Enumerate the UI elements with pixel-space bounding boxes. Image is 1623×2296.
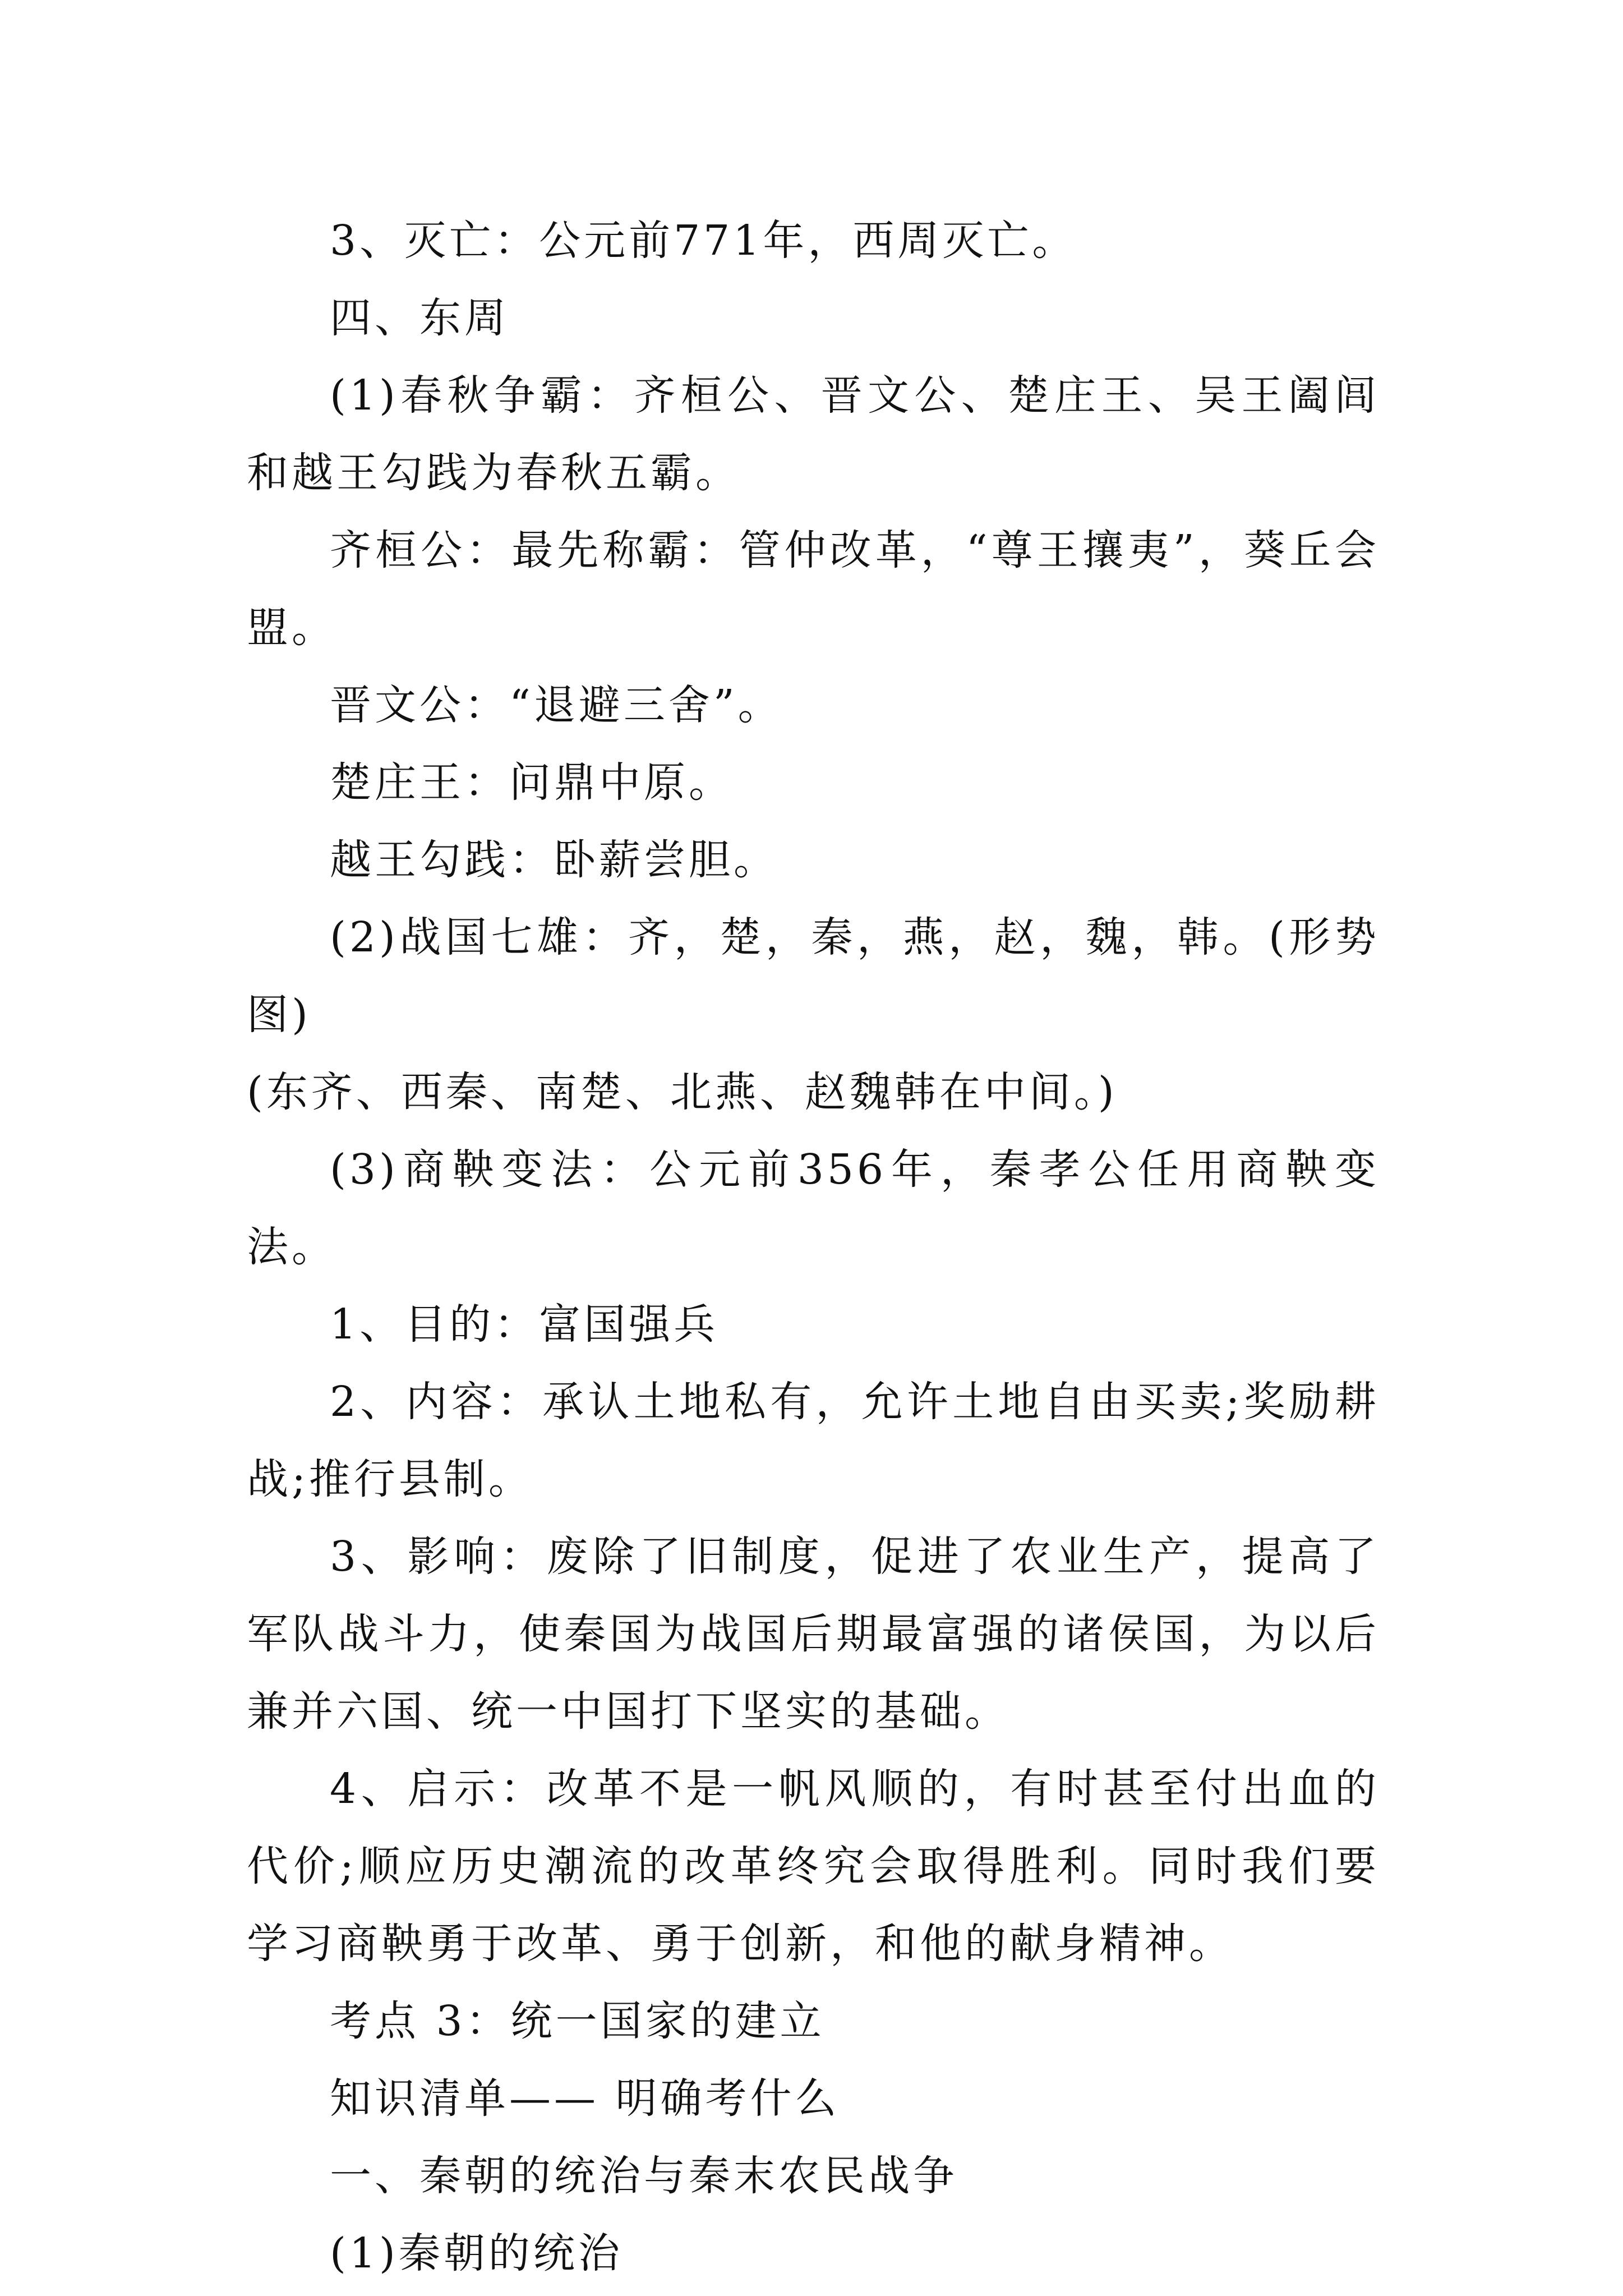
heading-east-zhou: 四、东周 xyxy=(330,294,509,342)
document-body xyxy=(247,202,1380,2292)
heading-qin-dynasty-section: 一、秦朝的统治与秦末农民战争 xyxy=(330,2152,958,2200)
heading-exam-point-3: 考点 3：统一国家的建立 xyxy=(330,1997,825,2045)
paragraph-chu-zhuangwang: 楚庄王：问鼎中原。 xyxy=(330,758,734,807)
paragraph-qi-huangong: 齐桓公：最先称霸：管仲改革，“尊王攘夷”，葵丘会盟。 xyxy=(247,526,1380,652)
paragraph-jin-wengong: 晋文公：“退避三舍”。 xyxy=(330,681,783,729)
paragraph-reform-purpose: 1、目的：富国强兵 xyxy=(330,1300,719,1349)
paragraph-west-zhou-fall: 3、灭亡：公元前771年，西周灭亡。 xyxy=(330,217,1077,265)
paragraph-reform-lesson: 4、启示：改革不是一帆风顺的，有时甚至付出血的代价;顺应历史潮流的改革终究会取得胜利。同时我们要学习商鞅勇于改革、勇于创新，和他的献身精神。 xyxy=(247,1765,1380,1968)
paragraph-warring-states-positions: (东齐、西秦、南楚、北燕、赵魏韩在中间。) xyxy=(247,1068,1118,1116)
heading-knowledge-list: 知识清单—— 明确考什么 xyxy=(330,2074,840,2123)
paragraph-reform-content: 2、内容：承认土地私有，允许土地自由买卖;奖励耕战;推行县制。 xyxy=(247,1378,1380,1503)
paragraph-reform-impact: 3、影响：废除了旧制度，促进了农业生产，提高了军队战斗力，使秦国为战国后期最富强的诸侯国，为以后兼并六国、统一中国打下坚实的基础。 xyxy=(247,1533,1380,1736)
heading-qin-rule: (1)秦朝的统治 xyxy=(330,2229,623,2277)
paragraph-shang-yang-reform: (3)商鞅变法：公元前356年，秦孝公任用商鞅变法。 xyxy=(247,1145,1380,1271)
paragraph-spring-autumn-hegemony: (1)春秋争霸：齐桓公、晋文公、楚庄王、吴王阖闾和越王勾践为春秋五霸。 xyxy=(247,371,1380,497)
paragraph-yue-goujian: 越王勾践：卧薪尝胆。 xyxy=(330,836,778,884)
paragraph-warring-states: (2)战国七雄：齐，楚，秦，燕，赵，魏，韩。(形势图) xyxy=(247,913,1380,1039)
